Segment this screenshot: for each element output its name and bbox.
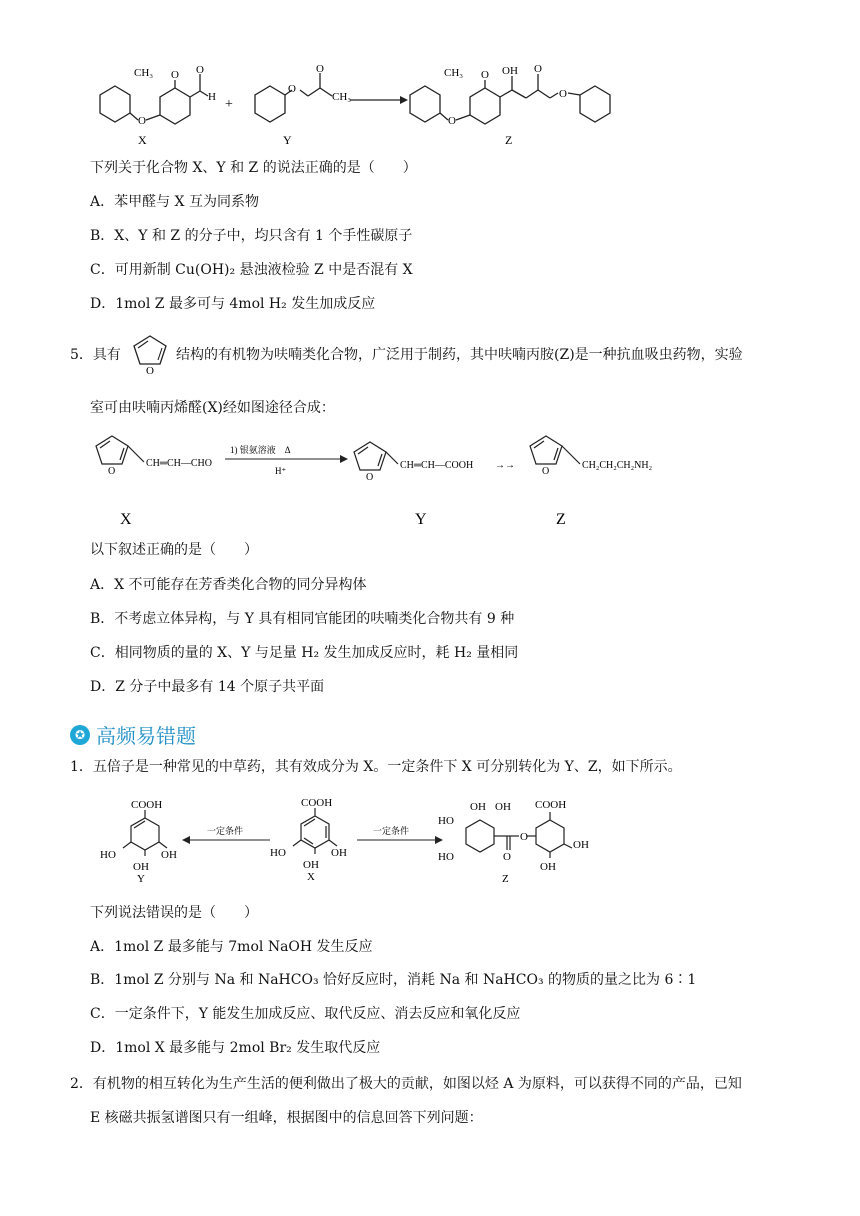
cond-right: 一定条件 [373, 826, 410, 836]
h-ald-x: H [208, 91, 216, 103]
q5-option-d: D．Z 分子中最多有 14 个原子共平面 [90, 679, 325, 695]
z1-oh1: OH [470, 801, 486, 813]
section-badge-icon: ✪ [70, 725, 90, 745]
y-chain: CH═CH—COOH [400, 460, 474, 471]
ch3-x: CH₃ [134, 67, 154, 79]
benzene-ring-z [470, 88, 500, 124]
z1-cooh: COOH [535, 799, 567, 811]
label-y1: Y [137, 873, 145, 885]
o-x2: O [171, 69, 179, 81]
q5-synthesis-scheme [90, 428, 680, 528]
thp-ring-y [255, 86, 285, 122]
furan-z-o: O [542, 466, 550, 477]
p1-stem: 1．五倍子是一种常见的中草药，其有效成分为 X。一定条件下 X 可分别转化为 Y、Z，如下所示。 [70, 759, 682, 775]
q5-stem-part1: 5．具有 [70, 347, 121, 363]
furan-x [96, 436, 144, 464]
label-z: Z [505, 133, 513, 147]
o-ket-y: O [316, 63, 324, 75]
q5-stem-line2: 室可由呋喃丙烯醛(X)经如图途径合成： [90, 400, 335, 416]
label-z5: Z [556, 511, 566, 528]
y1-oh1: OH [161, 849, 177, 861]
x-chain: CH═CH—CHO [146, 458, 212, 469]
x1-oh1: OH [331, 847, 347, 859]
q4-stem: 下列关于化合物 X、Y 和 Z 的说法正确的是（ ） [90, 160, 417, 176]
o-z2: O [481, 69, 489, 81]
furan-y [354, 442, 398, 470]
o-z1: O [448, 115, 456, 127]
o-ket-z: O [534, 63, 542, 75]
furan-ring-inline [126, 330, 174, 376]
furan-o: O [146, 365, 154, 376]
z1-ho2: HO [438, 851, 454, 863]
y1-cooh: COOH [131, 799, 163, 811]
z1-oh2: OH [495, 801, 511, 813]
q5-option-a: A．X 不可能存在芳香类化合物的同分异构体 [90, 577, 367, 593]
label-x5: X [120, 511, 132, 528]
label-x: X [138, 133, 147, 147]
o-y: O [288, 83, 296, 95]
x1-cooh: COOH [301, 797, 333, 809]
p2-line1: 2．有机物的相互转化为生产生活的便利做出了极大的贡献，如图以烃 A 为原料，可以获得不同的产品，已知 [70, 1076, 742, 1092]
z1-oh4: OH [540, 861, 556, 873]
furan-y-o: O [366, 472, 374, 483]
q4-option-b: B．X、Y 和 Z 的分子中，均只含有 1 个手性碳原子 [90, 228, 413, 244]
arrow-reagent-top: 1) 银氨溶液 Δ [230, 445, 291, 455]
furan-x-o: O [108, 466, 116, 477]
p1-option-b: B．1mol Z 分别与 Na 和 NaHCO₃ 恰好反应时，消耗 Na 和 NaHCO₃ 的物质的量之比为 6∶1 [90, 972, 697, 988]
p1-option-c: C．一定条件下，Y 能发生加成反应、取代反应、消去反应和氧化反应 [90, 1006, 521, 1022]
plus-sign: + [225, 97, 233, 112]
p1-question: 下列说法错误的是（ ） [90, 905, 258, 921]
benzene-ring-x [160, 88, 190, 124]
o-ald-x: O [196, 64, 204, 76]
section-heading [70, 720, 196, 749]
y1-ho: HO [100, 849, 116, 861]
z1-ho1: HO [438, 815, 454, 827]
q5-question: 以下叙述正确的是（ ） [90, 542, 258, 558]
y1-oh2: OH [133, 861, 149, 873]
q4-option-c: C．可用新制 Cu(OH)₂ 悬浊液检验 Z 中是否混有 X [90, 262, 413, 278]
x1-oh2: OH [303, 859, 319, 871]
z-chain: CH₂CH₂CH₂NH₂ [582, 460, 653, 471]
q5-option-b: B．不考虑立体异构，与 Y 具有相同官能团的呋喃类化合物共有 9 种 [90, 611, 515, 627]
compound-z1 [466, 812, 572, 858]
label-y: Y [283, 133, 292, 147]
right-arrow [435, 836, 443, 844]
z1-carbonyl-o: O [503, 851, 511, 863]
p2-line2: E 核磁共振氢谱图只有一组峰，根据图中的信息回答下列问题： [90, 1110, 483, 1126]
p1-option-a: A．1mol Z 最多能与 7mol NaOH 发生反应 [90, 939, 373, 955]
o-ether-z: O [559, 88, 567, 100]
q5-option-c: C．相同物质的量的 X、Y 与足量 H₂ 发生加成反应时，耗 H₂ 量相同 [90, 645, 519, 661]
compound-x [100, 74, 208, 124]
thp-ring-z [410, 86, 440, 122]
thp-ring-x [100, 86, 130, 122]
furan-z [530, 436, 580, 464]
thp-ring-z2 [580, 86, 610, 122]
compound-z [410, 74, 610, 124]
z1-oh3: OH [573, 839, 589, 851]
compound-y [255, 73, 332, 122]
ch3-y: CH₃ [332, 91, 352, 103]
q4-option-a: A．苯甲醛与 X 互为同系物 [90, 194, 259, 210]
double-arrow: →→ [495, 460, 515, 471]
ch3-z: CH₃ [444, 67, 464, 79]
q4-option-d: D．1mol Z 最多可与 4mol H₂ 发生加成反应 [90, 296, 376, 312]
label-x1: X [307, 871, 315, 883]
cond-left: 一定条件 [207, 826, 244, 836]
label-y5: Y [415, 511, 427, 528]
o-x1: O [138, 115, 146, 127]
z1-ester-o: O [520, 831, 528, 843]
p1-option-d: D．1mol X 最多能与 2mol Br₂ 发生取代反应 [90, 1040, 381, 1056]
label-z1: Z [502, 873, 509, 885]
p1-reaction-scheme [95, 790, 615, 890]
x1-ho: HO [270, 847, 286, 859]
arrow-reagent-bottom: H⁺ [275, 466, 287, 476]
q4-reaction-scheme [80, 58, 640, 148]
section-title: 高频易错题 [96, 724, 196, 748]
oh-z: OH [502, 65, 518, 77]
left-arrow [182, 836, 190, 844]
q5-stem-part2: 结构的有机物为呋喃类化合物，广泛用于制药，其中呋喃丙胺(Z)是一种抗血吸虫药物，实验 [176, 347, 743, 363]
